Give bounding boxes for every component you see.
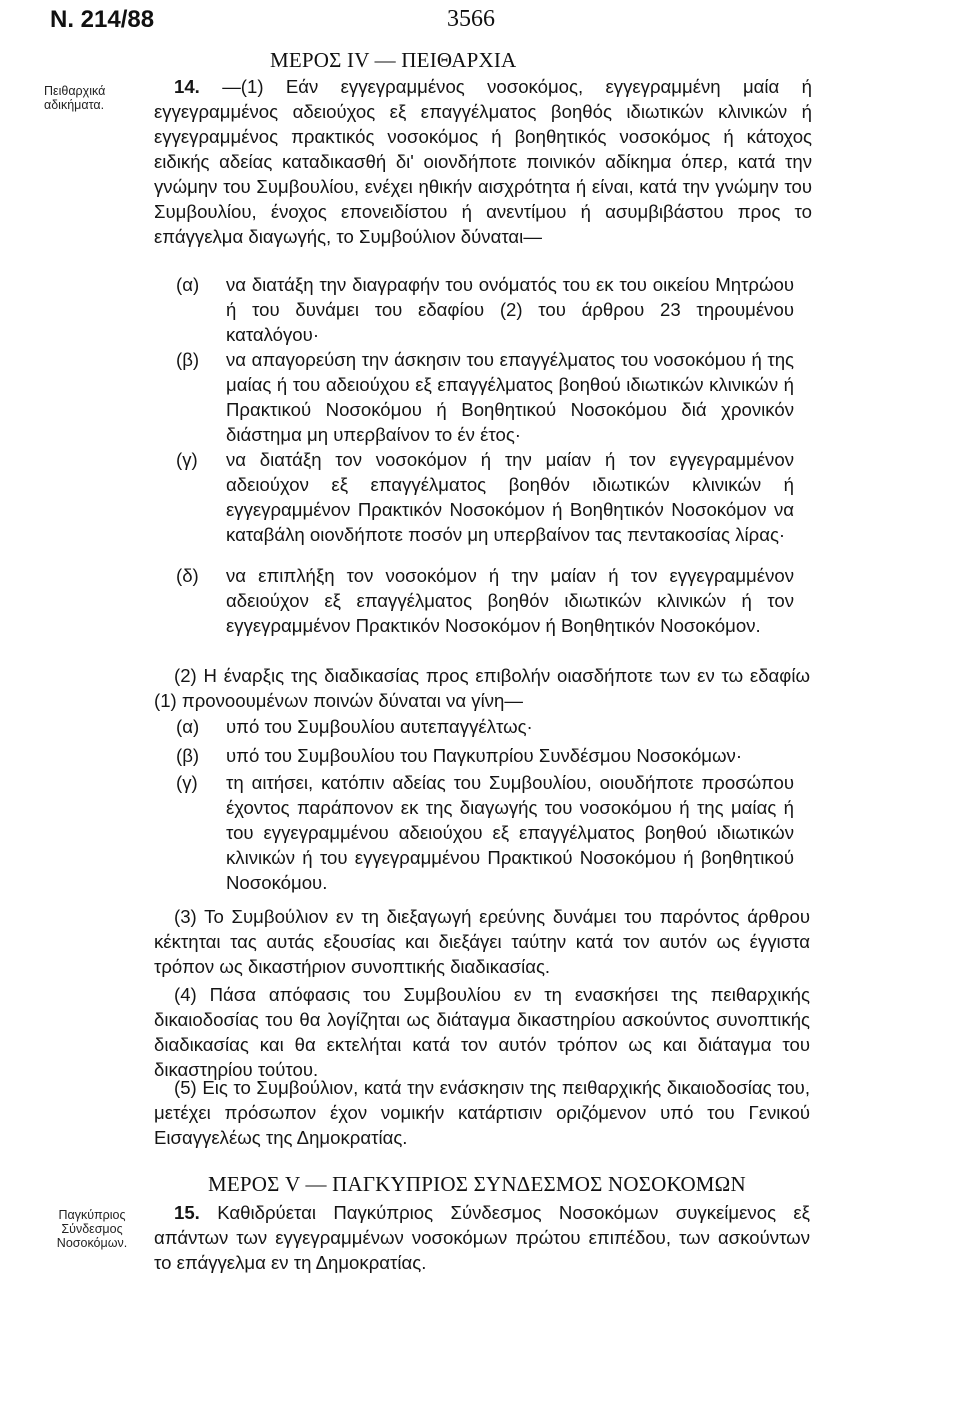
section-14-number: 14. — [174, 76, 200, 97]
item-text: να απαγορεύση την άσκησιν του επαγγέλματος του νοσοκόμου ή της μαίας ή του αδειούχου εξ επαγγέλματος βοηθού ιδιωτικών κλινικών ή Πρακτικού Νοσοκόμου ή Βοηθητικού Νοσοκόμου διά χρονικόν διάστημα μη υπερβαίνον το έν έτος· — [226, 349, 794, 445]
item-label: (δ) — [176, 565, 199, 586]
part-v-title: ΜΕΡΟΣ V — ΠΑΓΚΥΠΡΙΟΣ ΣΥΝΔΕΣΜΟΣ ΝΟΣΟΚΟΜΩΝ — [208, 1172, 746, 1196]
item-text: να διατάξη την διαγραφήν του ονόματός του εκ του οικείου Μητρώου ή του δυνάμει του εδαφίου (2) του άρθρου 23 τηρουμένου καταλόγου· — [226, 274, 794, 345]
item-text: υπό του Συμβουλίου αυτεπαγγέλτως· — [226, 716, 533, 737]
item-label: (β) — [176, 349, 200, 370]
item-label: (β) — [176, 745, 200, 766]
subsection-5: (5) Εις το Συμβούλιον, κατά την ενάσκησιν της πειθαρχικής δικαιοδοσίας του, μετέχει πρόσωπον έχον νομικήν κατάρτισιν οριζόμενον υπό του Γενικού Εισαγγελέως της Δημοκρατίας. — [154, 1077, 810, 1148]
margin-note-nurses-association: Παγκύπριος Σύνδεσμος Νοσοκόμων. — [56, 1208, 128, 1250]
margin-note-disciplinary-offences: Πειθαρχικά αδικήματα. — [44, 84, 106, 112]
gazette-reference: N. 214/88 — [50, 6, 155, 33]
subsection-4: (4) Πάσα απόφασις του Συμβουλίου εν τη ενασκήσει της πειθαρχικής δικαιοδοσίας του θα λογίζηται ως διάταγμα δικαστηρίου ασκούντος συνοπτικής διαδικασίας και θα εκτελήται κατά τον αυτόν τρόπον ως και διάταγμα του δικαστηρίου τούτου. — [154, 984, 810, 1080]
item-label: (α) — [176, 716, 200, 737]
part-iv-title: ΜΕΡΟΣ IV — ΠΕΙΘΑΡΧΙΑ — [270, 48, 517, 72]
page-number: 3566 — [447, 6, 495, 32]
section-15-text: Καθιδρύεται Παγκύπριος Σύνδεσμος Νοσοκόμων συγκείμενος εξ απάντων των εγγεγραμμένων νοσοκόμων πρώτου επιπέδου, των ασκούντων το επάγγελμα εν τη Δημοκρατίας. — [154, 1202, 810, 1273]
item-text: υπό του Συμβουλίου του Παγκυπρίου Συνδέσμου Νοσοκόμων· — [226, 745, 743, 766]
item-label: (α) — [176, 274, 200, 295]
section-15-number: 15. — [174, 1202, 200, 1223]
subsection-3: (3) Το Συμβούλιον εν τη διεξαγωγή ερεύνης δυνάμει του παρόντος άρθρου κέκτηται τας αυτάς εξουσίας και διεξάγει ταύτην κατά τον αυτόν ως έγγιστα τρόπον ως δικαστήριον συνοπτικής διαδικασίας. — [154, 906, 810, 977]
item-label: (γ) — [176, 772, 198, 793]
section-14-intro — [154, 74, 812, 249]
section-15 — [154, 1200, 810, 1275]
item-text: τη αιτήσει, κατόπιν αδείας του Συμβουλίου, οιουδήποτε προσώπου έχοντος παράπονον εκ της διαγωγής του νοσοκόμου ή της μαίας ή του εγγεγραμμένου αδειούχου εξ επαγγέλματος βοηθού ιδιωτικών κλινικών ή του εγγεγραμμένου Πρακτικού Νοσοκόμου ή βοηθητικού Νοσοκόμου. — [226, 772, 794, 893]
item-label: (γ) — [176, 449, 198, 470]
item-text: να διατάξη τον νοσοκόμον ή την μαίαν ή τον εγγεγραμμένον αδειούχον εξ επαγγέλματος βοηθόν ιδιωτικών κλινικών ή εγγεγραμμένον Πρακτικόν Νοσοκόμον ή Βοηθητικόν Νοσοκόμον να καταβάλη οιονδήποτε ποσόν μη υπερβαίνον τας πεντακοσίας λίρας· — [226, 449, 794, 545]
subsection-2-intro: (2) Η έναρξις της διαδικασίας προς επιβολήν οιασδήποτε των εν τω εδαφίω (1) προνοουμένων ποινών δύναται να γίνη— — [154, 665, 810, 711]
item-text: να επιπλήξη τον νοσοκόμον ή την μαίαν ή τον εγγεγραμμένον αδειούχον εξ επαγγέλματος βοηθόν ιδιωτικών κλινικών ή τον εγγεγραμμένον Πρακτικόν Νοσοκόμον ή Βοηθητικόν Νοσοκόμον. — [226, 565, 794, 636]
section-14-text: —(1) Εάν εγγεγραμμένος νοσοκόμος, εγγεγραμμένη μαία ή εγγεγραμμένος αδειούχος εξ επαγγέλματος βοηθός ιδιωτικών κλινικών ή εγγεγραμμένος πρακτικός νοσοκόμος ή βοηθητικός νοσοκόμος ή κάτοχος ειδικής αδείας καταδικασθή δι' οιονδήποτε ποινικόν αδίκημα όπερ, κατά την γνώμην του Συμβουλίου, ενέχει ηθικήν αισχρότητα ή είναι, κατά την γνώμην του Συμβουλίου, ένοχος επονειδίστου ή ανεντίμου ή ασυμβιβάστου προς το επάγγελμα διαγωγής, το Συμβούλιον δύναται— — [154, 76, 812, 247]
